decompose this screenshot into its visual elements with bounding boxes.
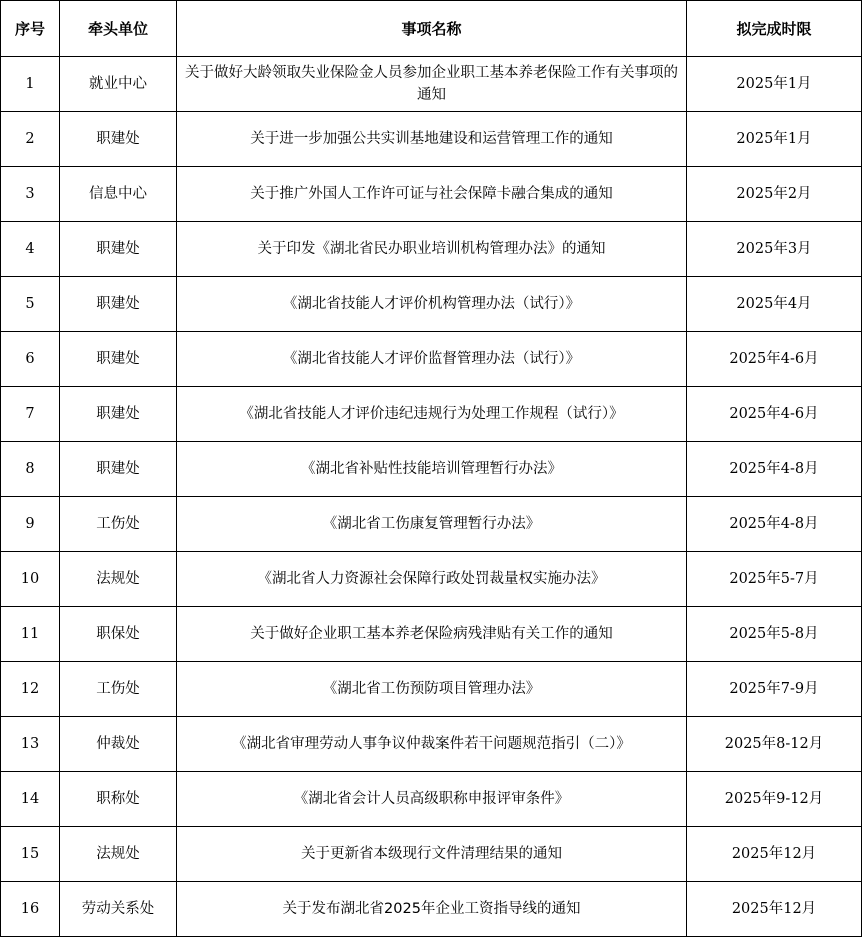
row-unit: 法规处	[60, 827, 177, 882]
header-no: 序号	[1, 1, 60, 57]
row-deadline: 2025年7-9月	[687, 662, 862, 717]
row-number: 15	[1, 827, 60, 882]
row-number: 7	[1, 387, 60, 442]
row-unit: 工伤处	[60, 497, 177, 552]
header-unit: 牵头单位	[60, 1, 177, 57]
table-row	[1, 607, 862, 662]
table-row	[1, 827, 862, 882]
row-deadline: 2025年1月	[687, 57, 862, 112]
table-row	[1, 717, 862, 772]
table-row	[1, 442, 862, 497]
row-number: 14	[1, 772, 60, 827]
row-deadline: 2025年5-7月	[687, 552, 862, 607]
row-deadline: 2025年4-8月	[687, 497, 862, 552]
table-row	[1, 387, 862, 442]
row-title: 关于发布湖北省2025年企业工资指导线的通知	[177, 882, 687, 937]
table-row	[1, 57, 862, 112]
row-title: 《湖北省补贴性技能培训管理暂行办法》	[177, 442, 687, 497]
table-row	[1, 112, 862, 167]
row-title: 《湖北省技能人才评价违纪违规行为处理工作规程（试行）》	[177, 387, 687, 442]
row-deadline: 2025年1月	[687, 112, 862, 167]
row-unit: 就业中心	[60, 57, 177, 112]
row-deadline: 2025年2月	[687, 167, 862, 222]
row-unit: 信息中心	[60, 167, 177, 222]
row-deadline: 2025年4月	[687, 277, 862, 332]
table-row	[1, 552, 862, 607]
row-number: 12	[1, 662, 60, 717]
row-unit: 仲裁处	[60, 717, 177, 772]
row-deadline: 2025年4-8月	[687, 442, 862, 497]
table-header-row	[1, 1, 862, 57]
row-unit: 职建处	[60, 442, 177, 497]
row-title: 《湖北省技能人才评价机构管理办法（试行）》	[177, 277, 687, 332]
table-row	[1, 882, 862, 937]
table-row	[1, 662, 862, 717]
row-title: 关于推广外国人工作许可证与社会保障卡融合集成的通知	[177, 167, 687, 222]
row-number: 16	[1, 882, 60, 937]
row-deadline: 2025年4-6月	[687, 387, 862, 442]
row-number: 5	[1, 277, 60, 332]
row-title: 《湖北省会计人员高级职称申报评审条件》	[177, 772, 687, 827]
row-number: 2	[1, 112, 60, 167]
row-unit: 劳动关系处	[60, 882, 177, 937]
row-deadline: 2025年12月	[687, 882, 862, 937]
row-title: 《湖北省人力资源社会保障行政处罚裁量权实施办法》	[177, 552, 687, 607]
table-row	[1, 222, 862, 277]
row-unit: 职建处	[60, 277, 177, 332]
row-title: 关于进一步加强公共实训基地建设和运营管理工作的通知	[177, 112, 687, 167]
row-deadline: 2025年5-8月	[687, 607, 862, 662]
table-row	[1, 167, 862, 222]
row-unit: 工伤处	[60, 662, 177, 717]
row-deadline: 2025年4-6月	[687, 332, 862, 387]
row-deadline: 2025年12月	[687, 827, 862, 882]
header-deadline: 拟完成时限	[687, 1, 862, 57]
row-number: 8	[1, 442, 60, 497]
row-unit: 职保处	[60, 607, 177, 662]
table-row	[1, 332, 862, 387]
table-body	[1, 57, 862, 937]
table-row	[1, 772, 862, 827]
row-title: 《湖北省工伤预防项目管理办法》	[177, 662, 687, 717]
row-unit: 职建处	[60, 112, 177, 167]
row-unit: 职建处	[60, 332, 177, 387]
row-deadline: 2025年9-12月	[687, 772, 862, 827]
row-title: 《湖北省技能人才评价监督管理办法（试行）》	[177, 332, 687, 387]
row-deadline: 2025年3月	[687, 222, 862, 277]
row-number: 4	[1, 222, 60, 277]
row-number: 6	[1, 332, 60, 387]
row-title: 关于印发《湖北省民办职业培训机构管理办法》的通知	[177, 222, 687, 277]
row-unit: 职称处	[60, 772, 177, 827]
row-number: 10	[1, 552, 60, 607]
row-title: 《湖北省工伤康复管理暂行办法》	[177, 497, 687, 552]
table-row	[1, 277, 862, 332]
row-deadline: 2025年8-12月	[687, 717, 862, 772]
row-number: 11	[1, 607, 60, 662]
row-number: 9	[1, 497, 60, 552]
table-row	[1, 497, 862, 552]
row-number: 13	[1, 717, 60, 772]
row-title: 《湖北省审理劳动人事争议仲裁案件若干问题规范指引（二）》	[177, 717, 687, 772]
row-unit: 职建处	[60, 222, 177, 277]
row-title: 关于做好大龄领取失业保险金人员参加企业职工基本养老保险工作有关事项的通知	[177, 57, 687, 112]
row-title: 关于更新省本级现行文件清理结果的通知	[177, 827, 687, 882]
row-number: 1	[1, 57, 60, 112]
header-title: 事项名称	[177, 1, 687, 57]
row-unit: 法规处	[60, 552, 177, 607]
row-unit: 职建处	[60, 387, 177, 442]
row-number: 3	[1, 167, 60, 222]
row-title: 关于做好企业职工基本养老保险病残津贴有关工作的通知	[177, 607, 687, 662]
